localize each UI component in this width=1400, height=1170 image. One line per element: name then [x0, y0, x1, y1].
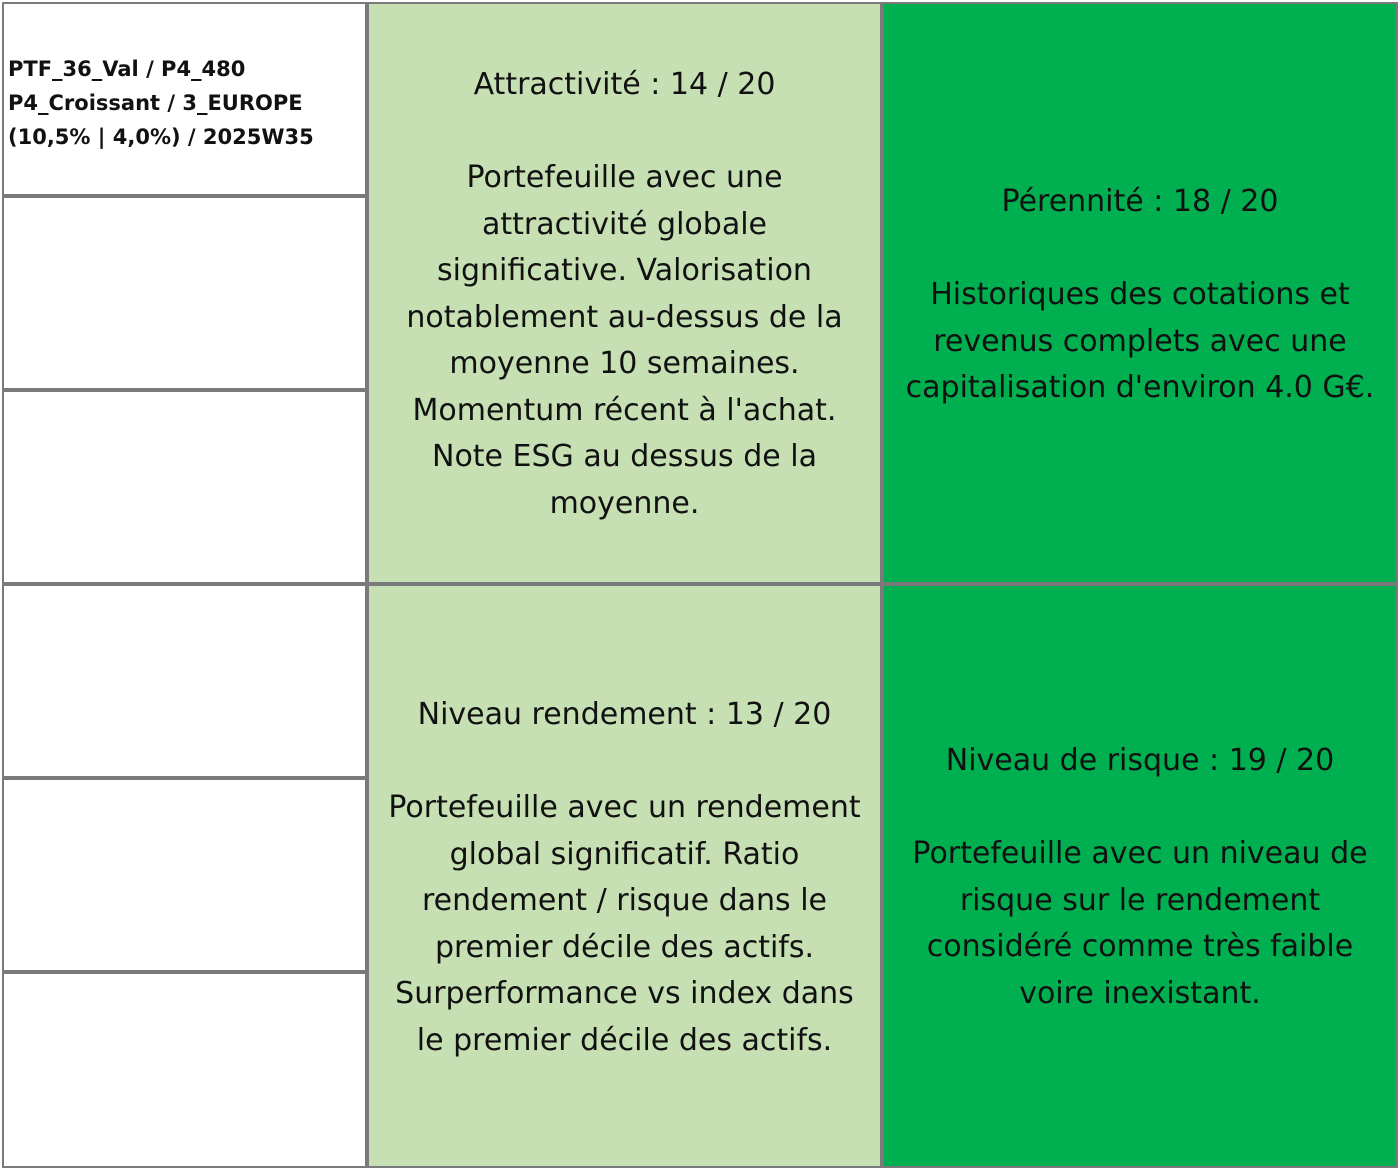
empty-cell [2, 584, 367, 778]
attractivite-cell [367, 2, 882, 584]
attractivite-title: Attractivité : 14 / 20 [473, 67, 776, 102]
portfolio-line: (10,5% | 4,0%) / 2025W35 [8, 125, 314, 149]
description-line: moyenne. [549, 485, 700, 521]
description-line: global significatif. Ratio [449, 836, 800, 872]
portfolio-line: P4_Croissant / 3_EUROPE [8, 91, 303, 115]
description-line: significative. Valorisation [437, 253, 812, 288]
description-line: Portefeuille avec un niveau de [912, 836, 1368, 871]
risque-cell [882, 584, 1398, 1168]
portfolio-info-cell [2, 2, 367, 196]
empty-cell [2, 778, 367, 972]
description-line: capitalisation d'environ 4.0 G€. [905, 370, 1375, 405]
description-line: Momentum récent à l'achat. [412, 392, 837, 428]
description-line: Surperformance vs index dans [395, 976, 854, 1011]
description-line: Note ESG au dessus de la [432, 439, 817, 474]
description-line: le premier décile des actifs. [416, 1022, 833, 1058]
description-line: moyenne 10 semaines. [449, 346, 800, 381]
perennite-title: Pérennité : 18 / 20 [1001, 184, 1279, 219]
rendement-description [388, 785, 860, 1064]
description-line: rendement / risque dans le [421, 883, 827, 918]
empty-cell [2, 196, 367, 390]
risque-description [912, 831, 1367, 1017]
description-line: notablement au-dessus de la [406, 299, 843, 335]
description-line: attractivité globale [481, 206, 767, 242]
portfolio-line: PTF_36_Val / P4_480 [8, 57, 246, 81]
description-line: voire inexistant. [1019, 975, 1261, 1011]
description-line: risque sur le rendement [959, 882, 1321, 918]
description-line: Portefeuille avec un rendement [388, 790, 861, 825]
portfolio-label [4, 4, 365, 154]
empty-cell [2, 972, 367, 1168]
description-line: premier décile des actifs. [434, 929, 815, 965]
description-line: considéré comme très faible [926, 929, 1354, 964]
attractivite-description [406, 155, 842, 527]
perennite-description [906, 272, 1375, 412]
description-line: Historiques des cotations et [930, 277, 1350, 312]
rendement-title: Niveau rendement : 13 / 20 [417, 697, 832, 732]
rendement-cell [367, 584, 882, 1168]
description-line: Portefeuille avec une [466, 160, 783, 195]
empty-cell [2, 390, 367, 584]
description-line: revenus complets avec une [933, 323, 1347, 359]
perennite-cell [882, 2, 1398, 584]
risque-title: Niveau de risque : 19 / 20 [945, 743, 1335, 778]
